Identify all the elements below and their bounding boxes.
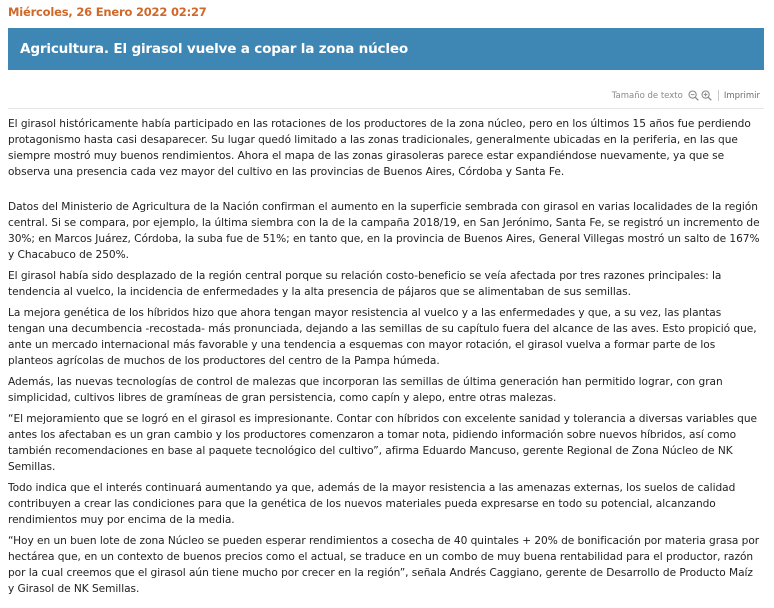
article-paragraph: El girasol había sido desplazado de la región central porque su relación costo-beneficio se veía afectada por tres razones principales: la tendencia al vuelco, la incidencia de enfermedades y la alta presencia de pájaros que se alimentaban de sus semillas. — [8, 270, 722, 298]
toolbar-separator — [718, 90, 719, 101]
article-toolbar — [612, 90, 760, 101]
print-link[interactable]: Imprimir — [723, 90, 760, 101]
article-paragraph: El girasol históricamente había participado en las rotaciones de los productores de la zona núcleo, pero en los últimos 15 años fue perdiendo protagonismo hasta casi desaparecer. Su lugar quedó limitado a las zonas tradicionales, generalmente ubicadas en la periferia, en las que siempre mostró muy buenos rendimientos. Ahora el mapa de las zonas girasoleras parece estar expandiéndose nuevamente, ya que se observa una presencia cada vez mayor del cultivo en las provincias de Buenos Aires, Córdoba y Santa Fe. — [8, 118, 751, 178]
article-paragraph: Todo indica que el interés continuará aumentando ya que, además de la mayor resistencia a las amenazas externas, los suelos de calidad contribuyen a crear las condiciones para que la genética de los nuevos materiales pueda expresarse en todo su potencial, alcanzando rendimientos muy por encima de la media. — [8, 482, 736, 526]
article-paragraph: La mejora genética de los híbridos hizo que ahora tengan mayor resistencia al vuelco y a las enfermedades y que, a su vez, las plantas tengan una decumbencia -recostada- más pronunciada, dejando a las semillas de su capítulo fuera del alcance de las aves. Esto propició que, ante un mercado internacional más favorable y una tendencia a esquemas con mayor rotación, el girasol vuelva a formar parte de los planteos agrícolas de muchos de los productores del centro de la Pampa húmeda. — [8, 307, 757, 367]
article-paragraph: Datos del Ministerio de Agricultura de la Nación confirman el aumento en la superficie sembrada con girasol en varias localidades de la región central. Si se compara, por ejemplo, la última siembra con la de la campaña 2018/19, en San Jerónimo, Santa Fe, se registró un incremento de 30%; en Marcos Juárez, Córdoba, la suba fue de 51%; en tanto que, en la provincia de Buenos Aires, General Villegas mostró un salto de 167% y Chacabuco de 250%. — [8, 201, 760, 261]
article-paragraph: Además, las nuevas tecnologías de control de malezas que incorporan las semillas de última generación han permitido lograr, con gran simplicidad, cultivos libres de gramíneas de gran persistencia, como capín y alepo, entre otras malezas. — [8, 376, 723, 404]
article-paragraph: “Hoy en un buen lote de zona Núcleo se pueden esperar rendimientos a cosecha de 40 quintales + 20% de bonificación por materia grasa por hectárea que, en un contexto de buenos precios como el actual, se traduce en un combo de muy buena rentabilidad para el productor, razón por la cual creemos que el girasol aún tiene mucho por crecer en la región”, señala Andrés Caggiano, gerente de Desarrollo de Producto Maíz y Girasol de NK Semillas. — [8, 535, 760, 595]
zoom-out-icon[interactable] — [688, 90, 699, 101]
article-paragraph: “El mejoramiento que se logró en el girasol es impresionante. Contar con híbridos con excelente sanidad y tolerancia a diversas variables que antes los afectaban es un gran cambio y los productores comenzaron a tomar nota, pidiendo información sobre nuevos híbridos, así como también recomendaciones en base al paquete tecnológico del cultivo”, afirma Eduardo Mancuso, gerente Regional de Zona Núcleo de NK Semillas. — [8, 413, 757, 473]
article-title: Agricultura. El girasol vuelve a copar la zona núcleo — [20, 41, 409, 57]
header-divider — [8, 108, 764, 109]
text-size-label: Tamaño de texto — [611, 90, 683, 101]
article-body — [8, 116, 760, 597]
article-date: Miércoles, 26 Enero 2022 02:27 — [8, 5, 207, 19]
article-title-bar — [8, 28, 764, 70]
zoom-in-icon[interactable] — [701, 90, 712, 101]
